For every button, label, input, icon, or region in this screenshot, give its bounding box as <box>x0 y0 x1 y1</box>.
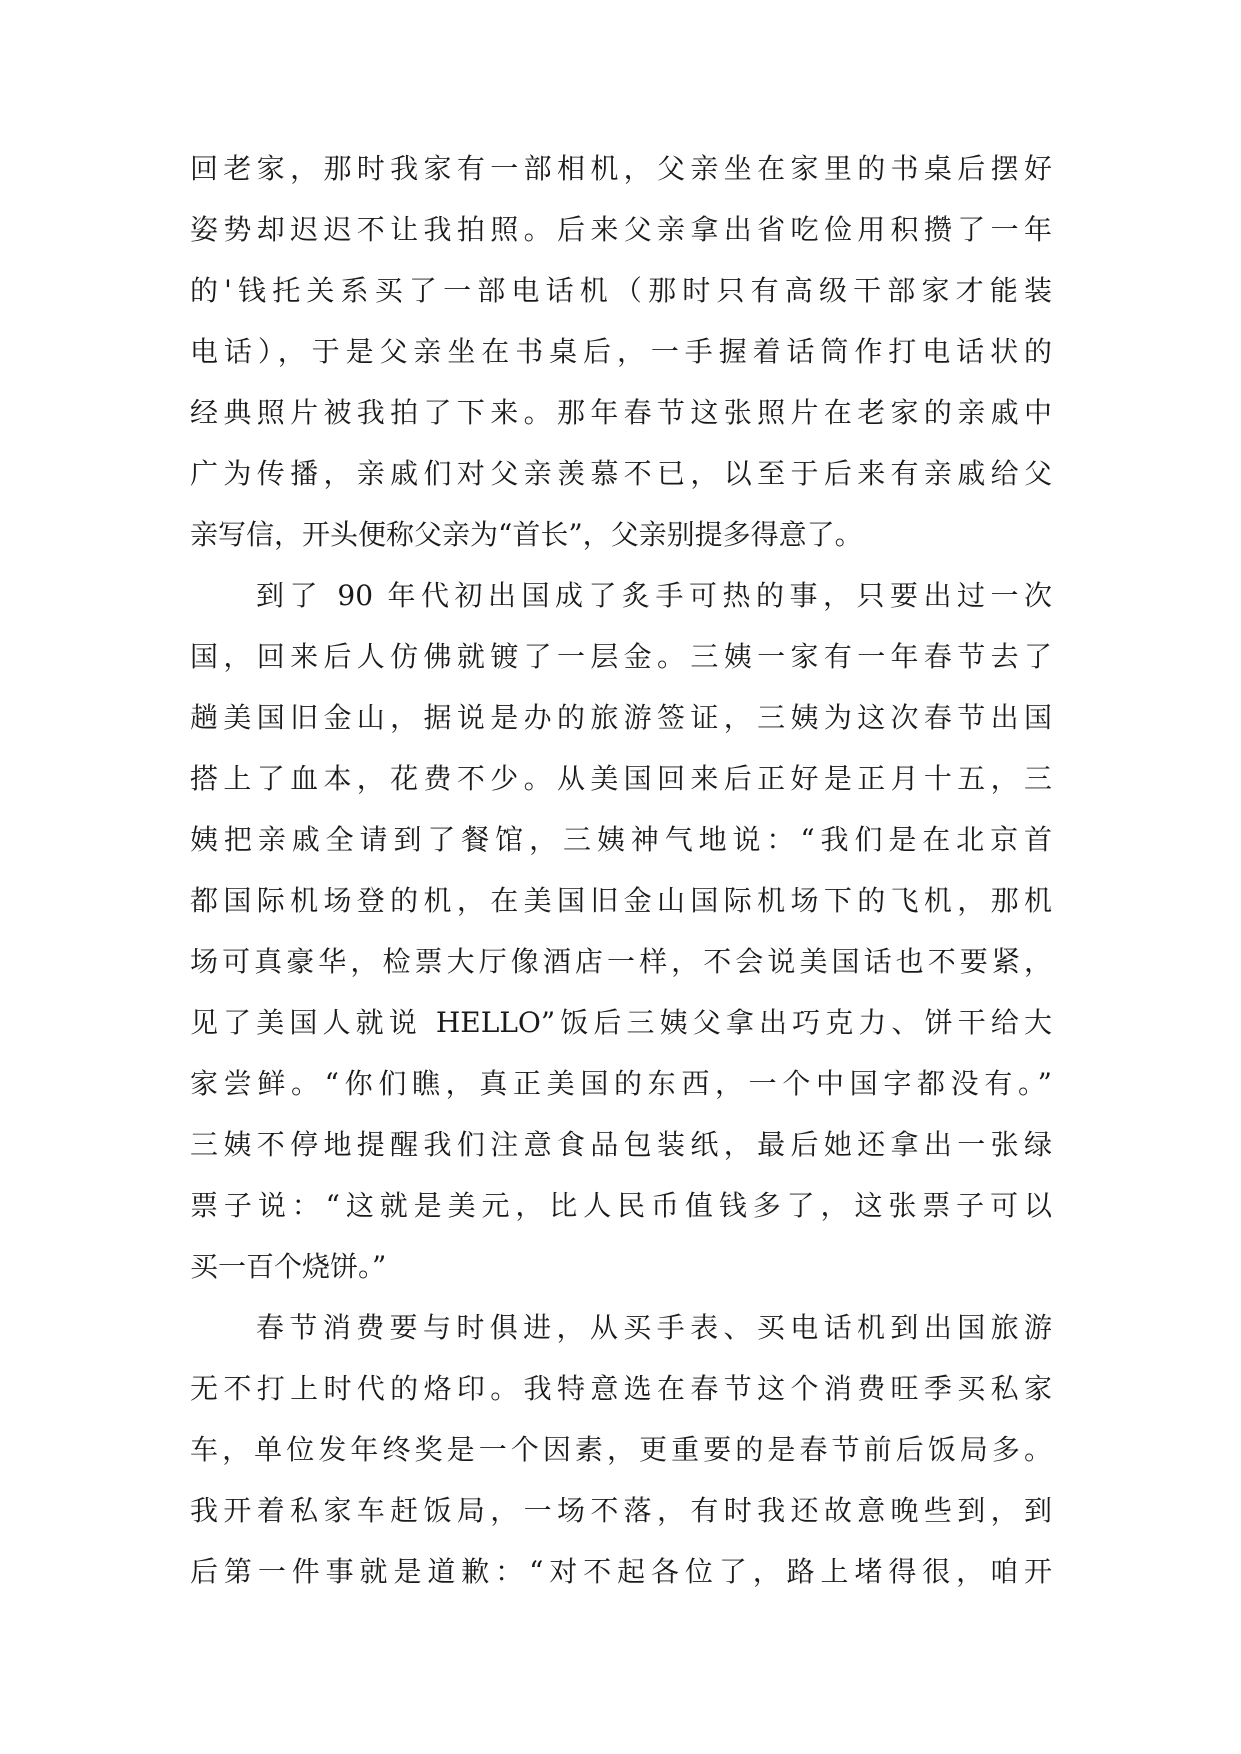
text-line: 场可真豪华，检票大厅像酒店一样，不会说美国话也不要紧， <box>190 945 1052 978</box>
text-line: 国，回来后人仿佛就镀了一层金。三姨一家有一年春节去了 <box>190 640 1052 673</box>
text-line: 电话），于是父亲坐在书桌后，一手握着话筒作打电话状的 <box>190 335 1052 368</box>
text-line: 姿势却迟迟不让我拍照。后来父亲拿出省吃俭用积攒了一年 <box>190 213 1052 246</box>
text-line: 后第一件事就是道歉：“对不起各位了，路上堵得很，咱开 <box>190 1555 1052 1588</box>
text-line: 春节消费要与时俱进，从买手表、买电话机到出国旅游 <box>256 1311 1052 1344</box>
text-line: 的'钱托关系买了一部电话机（那时只有高级干部家才能装 <box>190 274 1052 307</box>
text-line: 见了美国人就说 HELLO”饭后三姨父拿出巧克力、饼干给大 <box>190 1006 1052 1039</box>
text-line: 回老家，那时我家有一部相机，父亲坐在家里的书桌后摆好 <box>190 152 1052 185</box>
text-line: 姨把亲戚全请到了餐馆，三姨神气地说：“我们是在北京首 <box>190 823 1052 856</box>
text-line: 广为传播，亲戚们对父亲羡慕不已，以至于后来有亲戚给父 <box>190 457 1052 490</box>
text-line: 买一百个烧饼。” <box>190 1250 387 1283</box>
text-line: 票子说：“这就是美元，比人民币值钱多了，这张票子可以 <box>190 1189 1052 1222</box>
text-line: 三姨不停地提醒我们注意食品包装纸，最后她还拿出一张绿 <box>190 1128 1052 1161</box>
text-line: 都国际机场登的机，在美国旧金山国际机场下的飞机，那机 <box>190 884 1052 917</box>
text-line: 经典照片被我拍了下来。那年春节这张照片在老家的亲戚中 <box>190 396 1052 429</box>
text-line: 我开着私家车赶饭局，一场不落，有时我还故意晚些到，到 <box>190 1494 1052 1527</box>
text-line: 搭上了血本，花费不少。从美国回来后正好是正月十五，三 <box>190 762 1052 795</box>
text-line: 无不打上时代的烙印。我特意选在春节这个消费旺季买私家 <box>190 1372 1052 1405</box>
text-line: 趟美国旧金山，据说是办的旅游签证，三姨为这次春节出国 <box>190 701 1052 734</box>
text-line: 到了 90 年代初出国成了炙手可热的事，只要出过一次 <box>256 579 1052 612</box>
document-body <box>190 138 1052 1602</box>
text-line: 亲写信，开头便称父亲为“首长”，父亲别提多得意了。 <box>190 518 863 551</box>
text-line: 家尝鲜。“你们瞧，真正美国的东西，一个中国字都没有。” <box>190 1067 1052 1100</box>
text-line: 车，单位发年终奖是一个因素，更重要的是春节前后饭局多。 <box>190 1433 1052 1466</box>
